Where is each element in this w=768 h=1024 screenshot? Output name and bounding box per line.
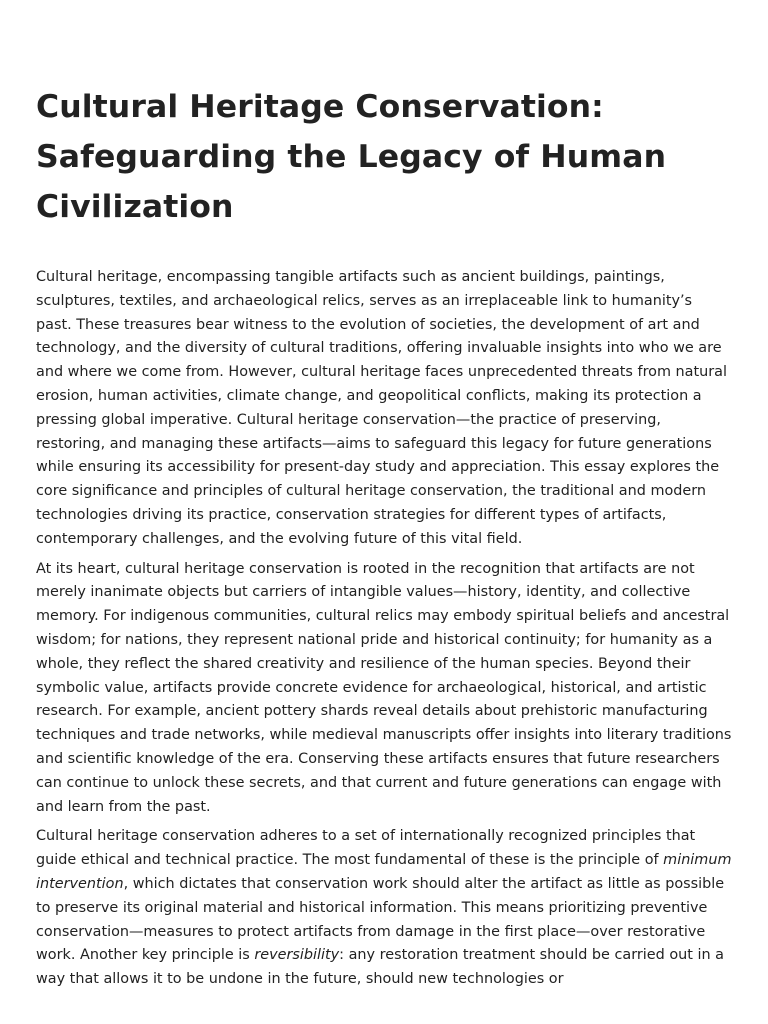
article-body <box>36 266 732 992</box>
emphasis-minimum-intervention: minimum intervention <box>36 852 732 892</box>
paragraph-significance: At its heart, cultural heritage conservation is rooted in the recognition that artifacts are not merely inanimate objects but carriers of intangible values—history, identity, and collective memory. For indigenous communities, cultural relics may embody spiritual beliefs and ancestral wisdom; for nations, they represent national pride and historical continuity; for humanity as a whole, they reflect the shared creativity and resilience of the human species. Beyond their symbolic value, artifacts provide concrete evidence for archaeological, historical, and artistic research. For example, ancient pottery shards reveal details about prehistoric manufacturing techniques and trade networks, while medieval manuscripts offer insights into literary traditions and scientific knowledge of the era. Conserving these artifacts ensures that future researchers can continue to unlock these secrets, and that current and future generations can engage with and learn from the past. <box>36 560 732 815</box>
text-segment: : any restoration treatment should be carried out in a way that allows it to be undone in the future, should new technologies or <box>36 947 725 988</box>
text-segment: , which dictates that conservation work should alter the artifact as little as possible to preserve its original material and historical information. This means prioritizing preventive conservation—measures to protect artifacts from damage in the first place—over restorative work. Another key principle is <box>36 875 725 964</box>
text-segment: Cultural heritage conservation adheres to a set of internationally recognized principles that guide ethical and technical practice. The most fundamental of these is the principle of <box>36 828 696 869</box>
paragraph-principles <box>36 825 732 992</box>
article-title: Cultural Heritage Conservation: Safeguarding the Legacy of Human Civilization <box>36 89 667 225</box>
emphasis-reversibility: reversibility <box>254 947 340 964</box>
paragraph-intro: Cultural heritage, encompassing tangible artifacts such as ancient buildings, paintings, sculptures, textiles, and archaeological relics, serves as an irreplaceable link to humanity’s past. These treasures bear witness to the evolution of societies, the development of art and technology, and the diversity of cultural traditions, offering invaluable insights into who we are and where we come from. However, cultural heritage faces unprecedented threats from natural erosion, human activities, climate change, and geopolitical conflicts, making its protection a pressing global imperative. Cultural heritage conservation—the practice of preserving, restoring, and managing these artifacts—aims to safeguard this legacy for future generations while ensuring its accessibility for present-day study and appreciation. This essay explores the core significance and principles of cultural heritage conservation, the traditional and modern technologies driving its practice, conservation strategies for different types of artifacts, contemporary challenges, and the evolving future of this vital field. <box>36 269 727 547</box>
document-page <box>36 82 732 998</box>
